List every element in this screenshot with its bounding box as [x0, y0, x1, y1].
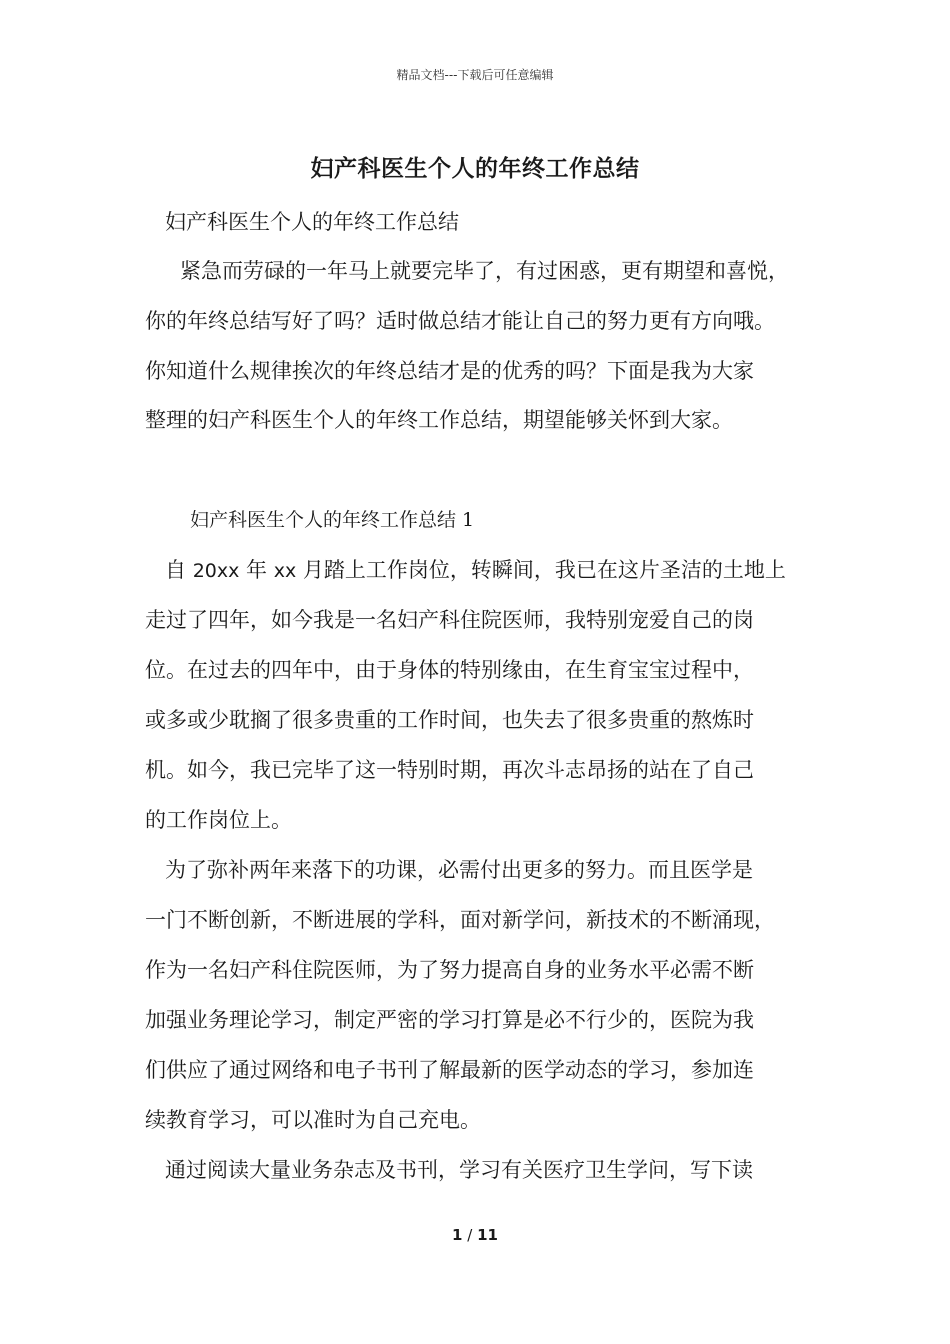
para1-mid: 年	[239, 558, 274, 582]
para1-line-5: 机。如今，我已完毕了这一特别时期，再次斗志昂扬的站在了自己	[145, 758, 754, 782]
para3-line-1: 通过阅读大量业务杂志及书刊，学习有关医疗卫生学问，写下读	[165, 1158, 753, 1182]
para2-line-2: 一门不断创新，不断进展的学科，面对新学问，新技术的不断涌现，	[145, 908, 775, 932]
section-heading: 妇产科医生个人的年终工作总结 1	[190, 509, 475, 531]
page-separator: /	[462, 1226, 478, 1244]
para2-line-1: 为了弥补两年来落下的功课，必需付出更多的努力。而且医学是	[165, 858, 753, 882]
para1-line-6: 的工作岗位上。	[145, 808, 292, 832]
para2-line-3: 作为一名妇产科住院医师，为了努力提高自身的业务水平必需不断	[145, 958, 754, 982]
document-subtitle: 妇产科医生个人的年终工作总结	[165, 210, 459, 234]
para2-line-5: 们供应了通过网络和电子书刊了解最新的医学动态的学习，参加连	[145, 1058, 754, 1082]
intro-line-2: 你的年终总结写好了吗？适时做总结才能让自己的努力更有方向哦。	[145, 309, 775, 333]
total-pages: 11	[477, 1226, 498, 1244]
intro-line-4: 整理的妇产科医生个人的年终工作总结，期望能够关怀到大家。	[145, 408, 733, 432]
intro-line-3: 你知道什么规律挨次的年终总结才是的优秀的吗？下面是我为大家	[145, 359, 754, 383]
para1-line-3: 位。在过去的四年中，由于身体的特别缘由，在生育宝宝过程中，	[145, 658, 754, 682]
current-page: 1	[452, 1226, 463, 1244]
para2-line-4: 加强业务理论学习，制定严密的学习打算是必不行少的，医院为我	[145, 1008, 754, 1032]
para1-suffix: 月踏上工作岗位，转瞬间，我已在这片圣洁的土地上	[296, 558, 786, 582]
para1-line-1	[165, 555, 786, 586]
para1-prefix: 自	[165, 558, 193, 582]
para2-line-6: 续教育学习，可以准时为自己充电。	[145, 1108, 481, 1132]
intro-line-1: 紧急而劳碌的一年马上就要完毕了，有过困惑，更有期望和喜悦，	[180, 259, 789, 283]
para1-line-2: 走过了四年，如今我是一名妇产科住院医师，我特别宠爱自己的岗	[145, 608, 754, 632]
para1-line-4: 或多或少耽搁了很多贵重的工作时间，也失去了很多贵重的熬炼时	[145, 708, 754, 732]
para1-month: xx	[273, 560, 297, 582]
page-header: 精品文档---下载后可任意编辑	[396, 68, 554, 82]
document-title: 妇产科医生个人的年终工作总结	[310, 155, 640, 182]
page-number	[0, 1226, 950, 1244]
para1-year: 20xx	[192, 560, 240, 582]
